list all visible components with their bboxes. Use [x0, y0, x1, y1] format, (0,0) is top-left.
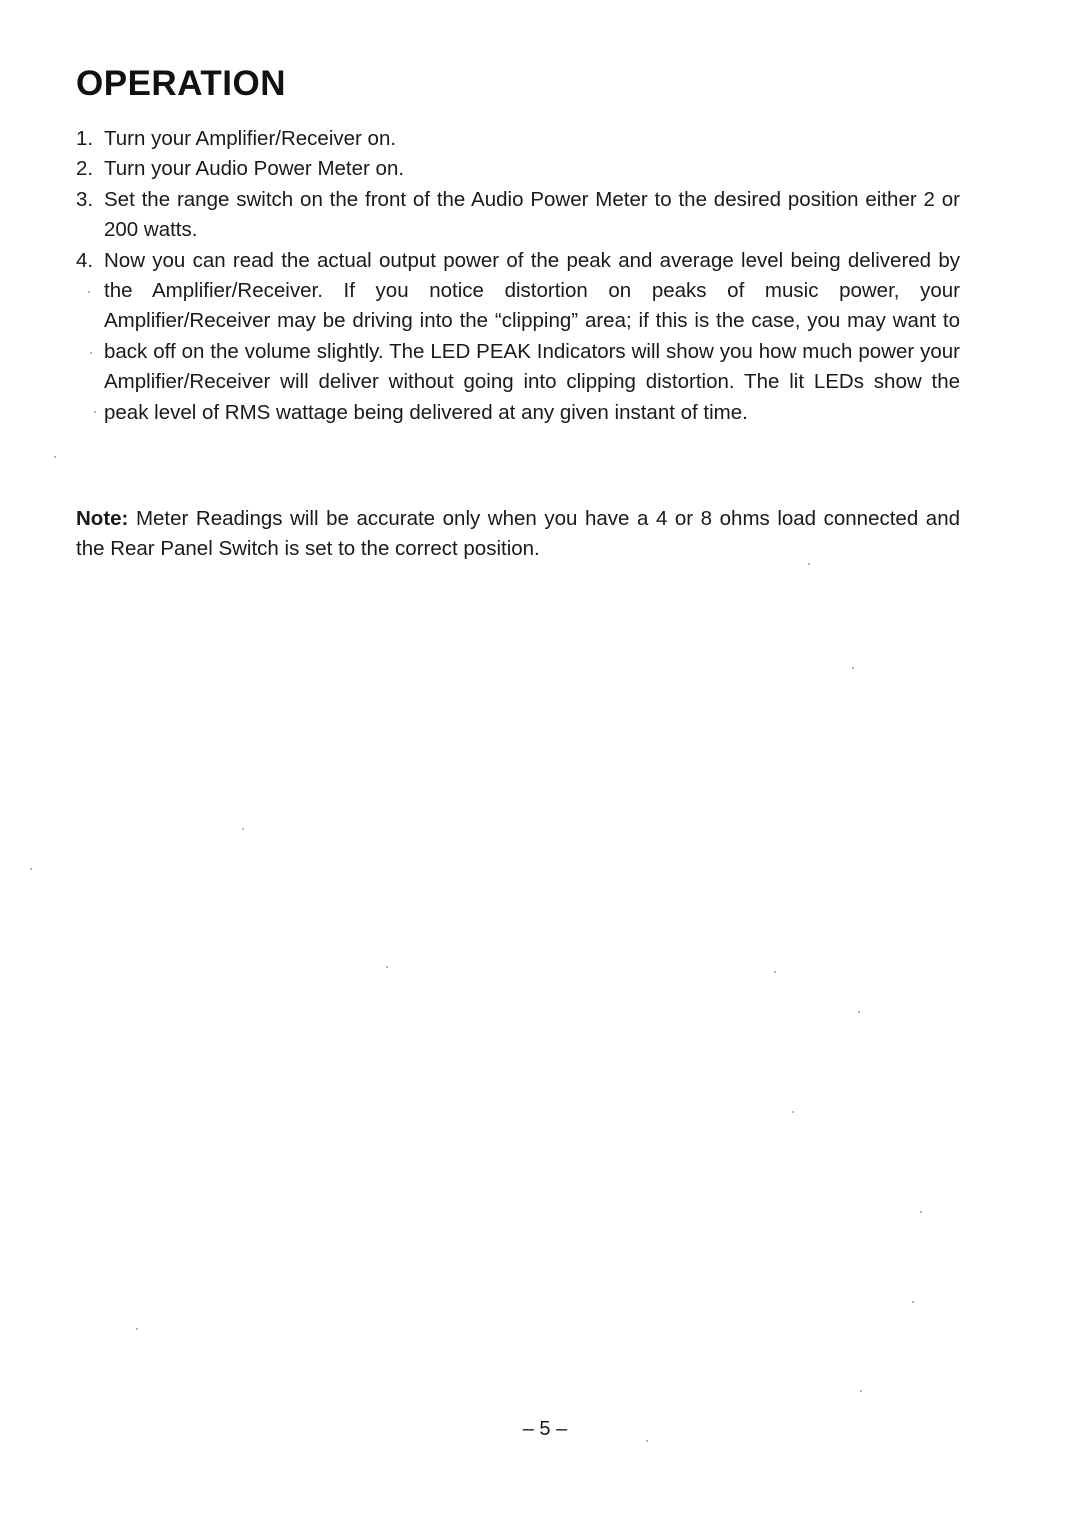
note-paragraph: [76, 504, 960, 565]
step-number: 2.: [76, 157, 94, 181]
scan-speck: [386, 966, 388, 968]
step-number: 3.: [76, 187, 94, 211]
scan-speck: [646, 1440, 648, 1442]
scan-speck: [808, 563, 810, 565]
scan-speck: [912, 1301, 914, 1303]
scan-speck: [30, 868, 32, 870]
note-label: Note:: [76, 507, 129, 530]
step-number: 1.: [76, 127, 94, 150]
list-item: [76, 154, 960, 184]
list-item: [76, 124, 960, 154]
page-number: – 5 –: [522, 1418, 568, 1440]
step-text: Turn your Amplifier/Receiver on.: [104, 127, 397, 150]
scan-speck: [136, 1328, 138, 1330]
note-text: Meter Readings will be accurate only when you have a 4 or 8 ohms load connected and the Rear Panel Switch is set to the correct position.: [76, 507, 960, 561]
scan-speck: [792, 1111, 794, 1113]
scan-speck: [88, 291, 90, 293]
list-item: [76, 185, 960, 246]
page-title: OPERATION: [76, 64, 286, 103]
scan-speck: [90, 352, 92, 354]
scan-speck: [852, 667, 854, 669]
scan-speck: [860, 1390, 862, 1392]
step-text: Set the range switch on the front of the Audio Power Meter to the desired position either 2 or 200 watts.: [104, 187, 960, 242]
scan-speck: [774, 971, 776, 973]
scan-speck: [94, 411, 96, 413]
list-item: [76, 246, 960, 428]
scan-speck: [920, 1211, 922, 1213]
scan-speck: [858, 1011, 860, 1013]
step-text: Turn your Audio Power Meter on.: [104, 157, 405, 181]
operation-steps-list: [76, 124, 960, 428]
scan-speck: [54, 456, 56, 458]
scan-speck: [242, 828, 244, 830]
step-text: Now you can read the actual output power of the peak and average level being delivered by the Amplifier/Receiver. If you notice distortion on peaks of music power, your Amplifier/Receiver may be driving into the “clipping” area; if this is the case, you may want to back off on the volume slightly. The LED PEAK Indicators will show you how much power your Amplifier/Receiver will deliver without going into clipping distortion. The lit LEDs show the peak level of RMS wattage being delivered at any given instant of time.: [104, 248, 960, 424]
step-number: 4.: [76, 248, 94, 272]
